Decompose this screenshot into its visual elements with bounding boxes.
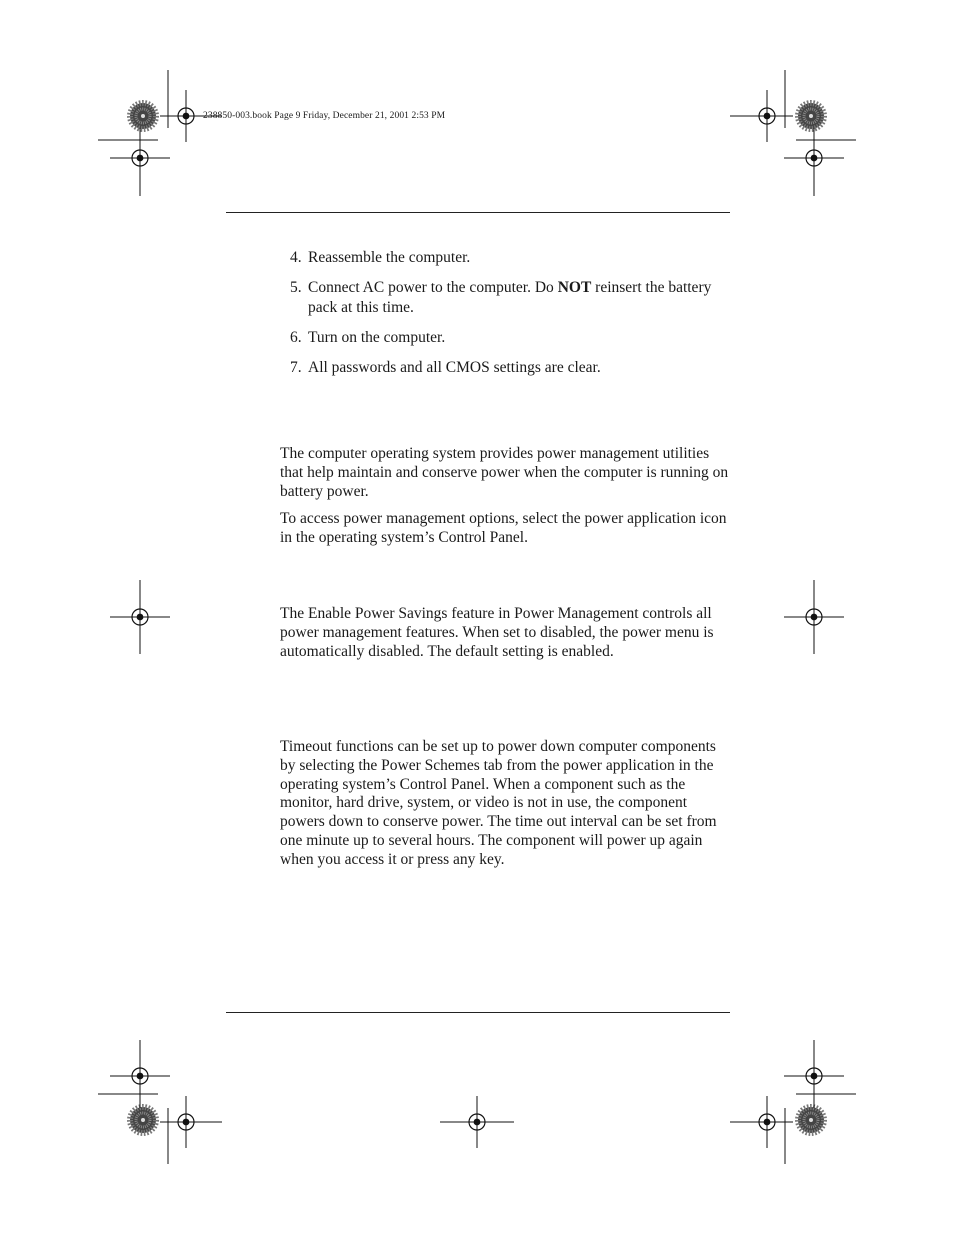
power-savings-paragraph: The Enable Power Savings feature in Power Management controls all power management features. When set to disabled, the power menu is automatically disabled. The default setting is enabled. (280, 605, 714, 660)
step-number: 4. (290, 249, 302, 266)
step-text: Turn on the computer. (308, 329, 446, 346)
power-management-paragraph: The computer operating system provides power management utilities that help maintain and conserve power when the computer is running on battery power. (280, 445, 729, 500)
step-text (308, 278, 728, 318)
emphasis-not: NOT (557, 279, 592, 296)
header-rule (226, 212, 730, 213)
step-text: Reassemble the computer. (308, 249, 471, 266)
step-number: 6. (290, 329, 302, 346)
step-text: All passwords and all CMOS settings are clear. (308, 359, 601, 376)
power-management-access-paragraph: To access power management options, select the power application icon in the operating system’s Control Panel. (280, 510, 727, 546)
step-number: 5. (290, 279, 302, 296)
footer-rule (226, 1012, 730, 1013)
timeout-paragraph: Timeout functions can be set up to power down computer components by selecting the Power Schemes tab from the power application in the operating system’s Control Panel. When a component such as the monitor, hard drive, system, or video is not in use, the component powers down to conserve power. The time out interval can be set from one minute up to several hours. The component will power up again when you access it or press any key. (280, 738, 717, 868)
step-text-after: reinsert the battery pack at this time. (308, 279, 712, 316)
step-number: 7. (290, 359, 302, 376)
book-slug: 238850-003.book Page 9 Friday, December 21, 2001 2:53 PM (203, 111, 446, 121)
step-text-before: Connect AC power to the computer. Do (308, 279, 558, 296)
